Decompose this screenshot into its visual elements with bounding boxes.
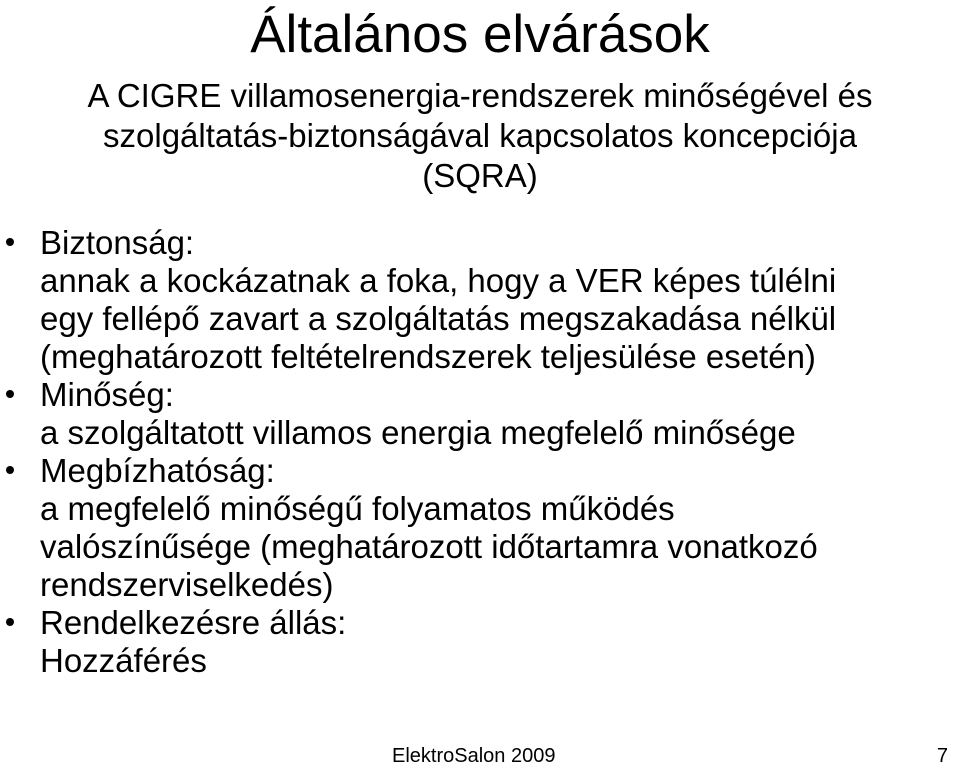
bullet-dot-icon [6, 618, 14, 626]
slide-title: Általános elvárások [250, 5, 710, 64]
bullet-list [0, 224, 960, 680]
footer-event-label: ElektroSalon 2009 [392, 745, 556, 767]
bullet-text-line: rendszerviselkedés) [40, 566, 334, 603]
bullet-item-megbizhatosag [0, 452, 960, 604]
bullet-dot-icon [6, 466, 14, 474]
bullet-heading: Biztonság: [40, 224, 195, 261]
bullet-text-line: annak a kockázatnak a foka, hogy a VER képes túlélni [40, 262, 837, 299]
bullet-text-line: valószínűsége (meghatározott időtartamra vonatkozó [40, 528, 818, 565]
bullet-dot-icon [6, 390, 14, 398]
bullet-item-biztonsag [0, 224, 960, 376]
bullet-dot-icon [6, 238, 14, 246]
bullet-text-line: a megfelelő minőségű folyamatos működés [40, 490, 675, 527]
bullet-item-minoseg [0, 376, 960, 452]
bullet-heading: Minőség: [40, 376, 174, 413]
slide-subtitle [0, 76, 960, 196]
bullet-text-line: a szolgáltatott villamos energia megfelelő minősége [40, 414, 796, 451]
subtitle-line: A CIGRE villamosenergia-rendszerek minőségével és [87, 77, 873, 114]
subtitle-line: szolgáltatás-biztonságával kapcsolatos koncepciója [103, 117, 857, 154]
bullet-text-line: (meghatározott feltételrendszerek teljesülése esetén) [40, 338, 816, 375]
bullet-text-line: Hozzáférés [40, 642, 207, 679]
bullet-heading: Rendelkezésre állás: [40, 604, 347, 641]
bullet-item-rendelkezesre-allas [0, 604, 960, 680]
bullet-heading: Megbízhatóság: [40, 452, 275, 489]
page-number: 7 [936, 745, 948, 767]
subtitle-line: (SQRA) [422, 157, 538, 194]
bullet-text-line: egy fellépő zavart a szolgáltatás megszakadása nélkül [40, 300, 837, 337]
